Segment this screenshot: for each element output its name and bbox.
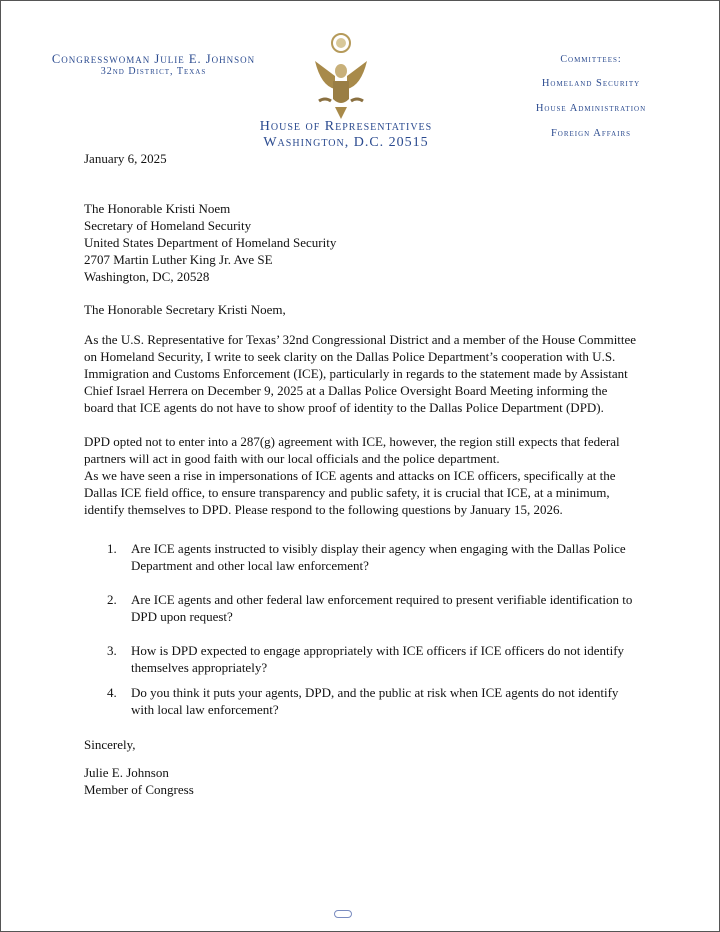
house-title: House of Representatives xyxy=(259,119,433,134)
committee-house-administration: House Administration xyxy=(535,103,647,114)
recipient-line: United States Department of Homeland Security xyxy=(84,235,337,250)
recipient-line: Secretary of Homeland Security xyxy=(84,218,252,233)
question-line: Do you think it puts your agents, DPD, and the public at risk when ICE agents do not identify xyxy=(131,685,619,700)
paragraph-line: DPD opted not to enter into a 287(g) agreement with ICE, however, the region still expects that federal xyxy=(84,434,620,449)
district: 32nd District, Texas xyxy=(100,66,207,77)
question-number: 4. xyxy=(107,685,117,700)
question-number: 1. xyxy=(107,541,117,556)
signature-name: Julie E. Johnson xyxy=(84,765,169,780)
house-address: Washington, D.C. 20515 xyxy=(263,135,429,150)
salutation: The Honorable Secretary Kristi Noem, xyxy=(84,302,286,317)
paragraph-line: As we have seen a rise in impersonations of ICE agents and attacks on ICE officers, specifically at the xyxy=(84,468,616,483)
question-line: Are ICE agents instructed to visibly display their agency when engaging with the Dallas Police xyxy=(131,541,626,556)
paragraph-line: partners will act in good faith with our local officials and the police department. xyxy=(84,451,500,466)
question-number: 3. xyxy=(107,643,117,658)
question-line: Department and other local law enforcement? xyxy=(131,558,369,573)
letter-date: January 6, 2025 xyxy=(84,151,167,166)
paragraph-line: Immigration and Customs Enforcement (ICE), particularly in regards to the statement made by Assistant xyxy=(84,366,628,381)
question-line: themselves appropriately? xyxy=(131,660,268,675)
committee-foreign-affairs: Foreign Affairs xyxy=(550,128,632,139)
printed-paper-mark-icon xyxy=(334,910,352,918)
paragraph-line: Chief Israel Herrera on December 9, 2025 at a Dallas Police Oversight Board Meeting informing the xyxy=(84,383,608,398)
paragraph-line: on Homeland Security, I write to seek clarity on the Dallas Police Department’s cooperation with U.S. xyxy=(84,349,616,364)
committees-label: Committees: xyxy=(560,54,622,65)
paragraph-line: identify themselves to DPD. Please respond to the following questions by January 15, 2026. xyxy=(84,502,563,517)
congresswoman-name: Congresswoman Julie E. Johnson xyxy=(51,52,256,66)
paragraph-line: Dallas ICE field office, to ensure transparency and public safety, it is crucial that ICE, at a minimum, xyxy=(84,485,610,500)
recipient-line: The Honorable Kristi Noem xyxy=(84,201,231,216)
recipient-line: Washington, DC, 20528 xyxy=(84,269,210,284)
question-number: 2. xyxy=(107,592,117,607)
closing: Sincerely, xyxy=(84,737,136,752)
question-line: DPD upon request? xyxy=(131,609,233,624)
recipient-line: 2707 Martin Luther King Jr. Ave SE xyxy=(84,252,273,267)
signature-title: Member of Congress xyxy=(84,782,194,797)
question-line: Are ICE agents and other federal law enforcement required to present verifiable identification to xyxy=(131,592,633,607)
question-line: How is DPD expected to engage appropriately with ICE officers if ICE officers do not identify xyxy=(131,643,625,658)
paragraph-line: As the U.S. Representative for Texas’ 32nd Congressional District and a member of the House Committee xyxy=(84,332,637,347)
question-line: with local law enforcement? xyxy=(131,702,279,717)
committee-homeland-security: Homeland Security xyxy=(541,78,641,89)
great-seal-icon xyxy=(311,31,371,121)
paragraph-line: board that ICE agents do not have to show proof of identity to the Dallas Police Department (DPD). xyxy=(84,400,604,415)
